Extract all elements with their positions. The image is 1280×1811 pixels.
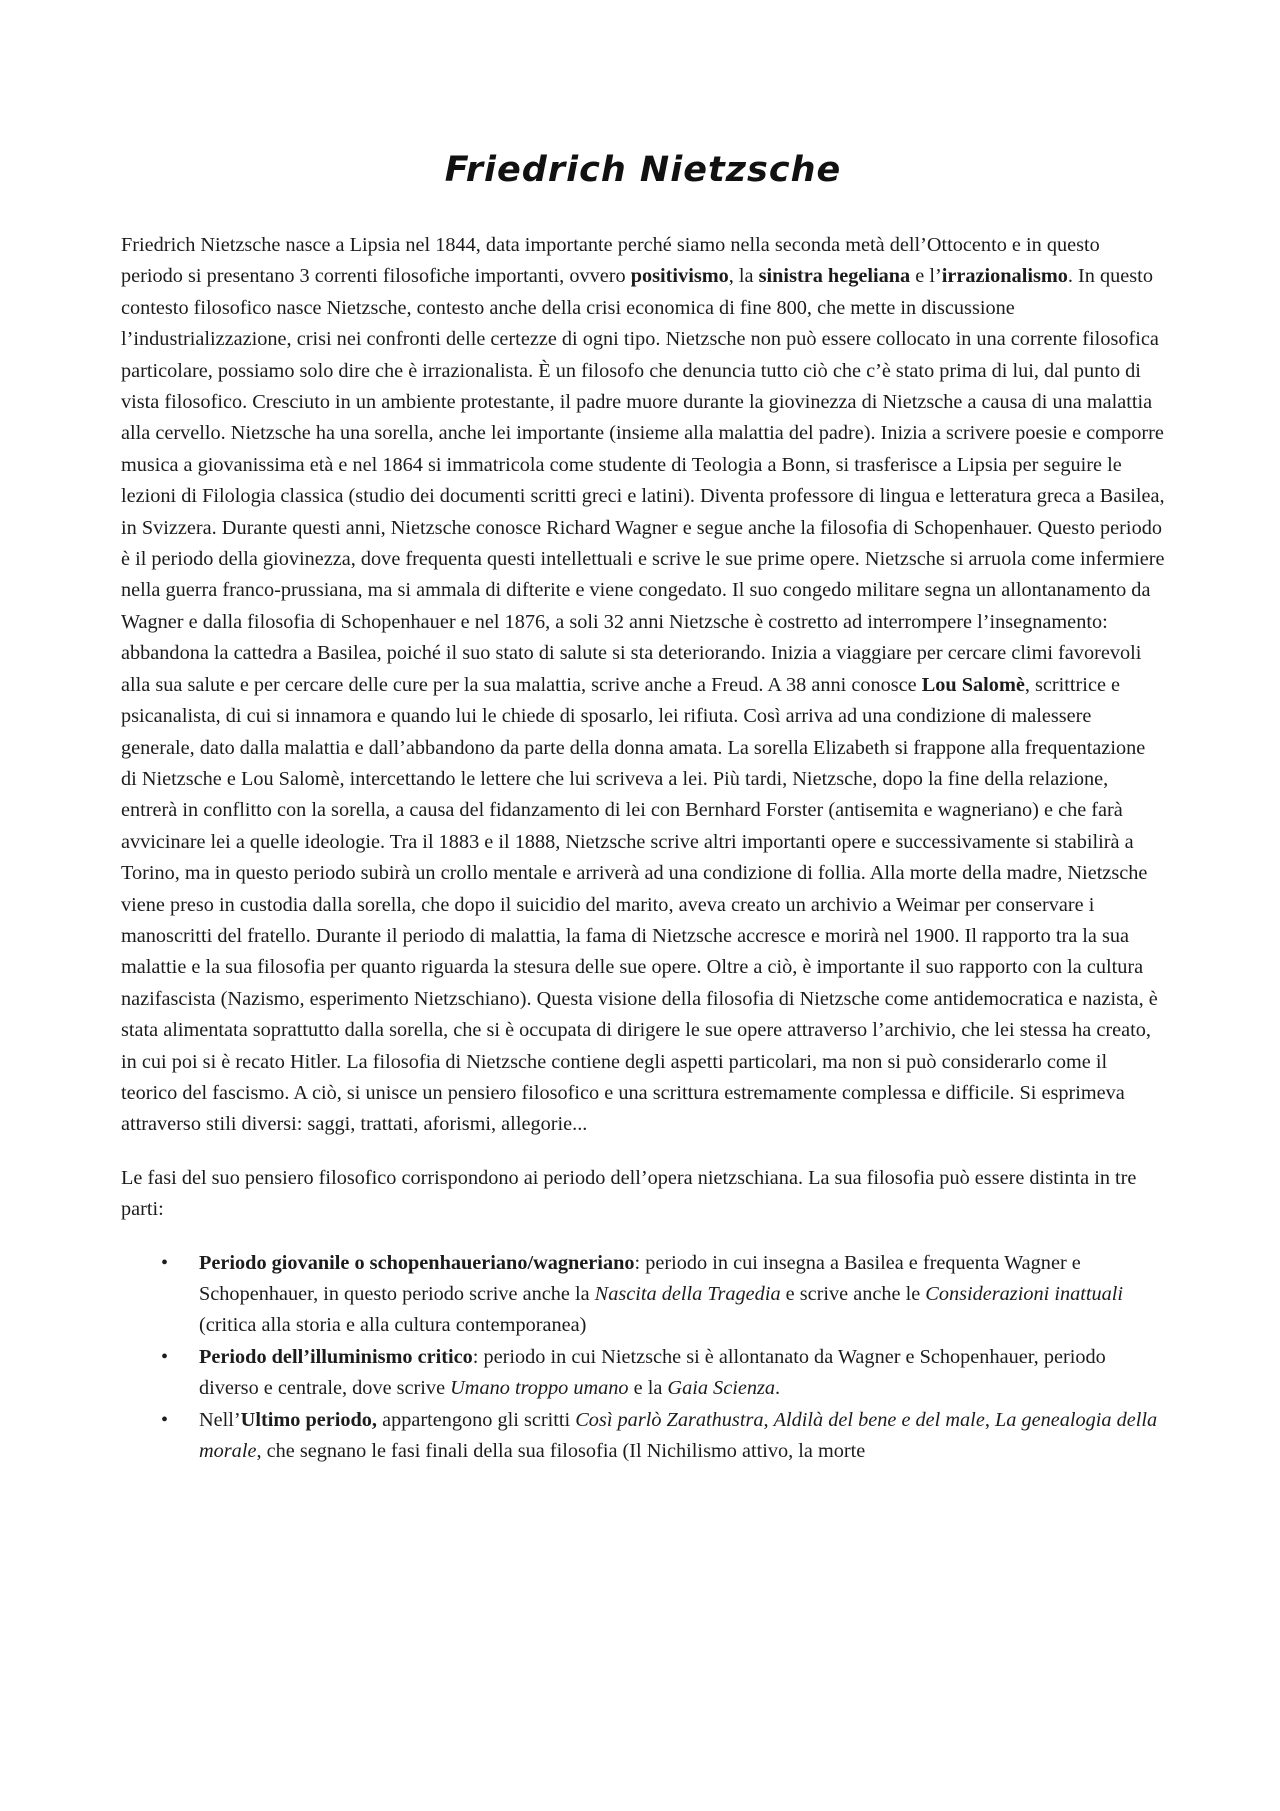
text-run: Friedrich Nietzsche nasce a Lipsia nel 1844, data importante perché siamo nella seconda metà dell’Ottocento e in questo periodo si presentano 3 correnti filosofiche importanti, ovvero bbox=[121, 234, 1100, 288]
work-title: Nascita della Tragedia bbox=[594, 1283, 781, 1305]
text-run: , la bbox=[728, 265, 759, 288]
bold-term: sinistra hegeliana bbox=[758, 265, 911, 288]
text-run: appartengono gli scritti bbox=[377, 1408, 576, 1431]
work-title: La genealogia della morale bbox=[199, 1408, 1158, 1463]
bullet-icon: • bbox=[161, 1345, 169, 1368]
text-run: , scrittrice e psicanalista, di cui si innamora e quando lui le chiede di sposarlo, lei rifiuta. Così arriva ad una condizione di malessere generale, dato dalla malattia e dall’abbandono da parte della donna amata. La sorella Elizabeth si frappone alla frequentazione di Nietzsche e Lou Salomè, intercettando le lettere che lui scriveva a lei. Più tardi, Nietzsche, dopo la fine della relazione, entrerà in conflitto con la sorella, a causa del fidanzamento di lei con Bernhard Forster (antisemita e wagneriano) e che farà avvicinare lei a quelle ideologie. Tra il 1883 e il 1888, Nietzsche scrive altri importanti opere e successivamente si stabilirà a Torino, ma in questo periodo subirà un crollo mentale e arriverà ad una condizione di follia. Alla morte della madre, Nietzsche viene preso in custodia dalla sorella, che dopo il suicidio del marito, aveva creato un archivio a Weimar per conservare i manoscritti del fratello. Durante il periodo di malattia, la fama di Nietzsche accresce e morirà nel 1900. Il rapporto tra la sua malattie e la sua filosofia per quanto riguarda la stesura delle sue opere. Oltre a ciò, è importante il suo rapporto con la cultura nazifascista (Nazismo, esperimento Nietzschiano). Questa visione della filosofia di Nietzsche come antidemocratica e nazista, è stata alimentata soprattutto dalla sorella, che si è occupata di dirigere le sue opere attraverso l’archivio, che lei stessa ha creato, in cui poi si è recato Hitler. La filosofia di Nietzsche contiene degli aspetti particolari, ma non si può considerarlo come il teorico del fascismo. A ciò, si unisce un pensiero filosofico e una scrittura estremamente complessa e difficile. Si esprimeva attraverso stili diversi: saggi, trattati, aforismi, allegorie... bbox=[121, 673, 1158, 1136]
text-run: . In questo contesto filosofico nasce Nietzsche, contesto anche della crisi economica di fine 800, che mette in discussione l’industrializzazione, crisi nei confronti delle certezze di ogni tipo. Nietzsche non può essere collocato in una corrente filosofica particolare, possiamo solo dire che è irrazionalista. È un filosofo che denuncia tutto ciò che c’è stato prima di lui, dal punto di vista filosofico. Cresciuto in un ambiente protestante, il padre muore durante la giovinezza di Nietzsche a causa di una malattia alla cervello. Nietzsche ha una sorella, anche lei importante (insieme alla malattia del padre). Inizia a scrivere poesie e comporre musica a giovanissima età e nel 1864 si immatricola come studente di Teologia a Bonn, si trasferisce a Lipsia per seguire le lezioni di Filologia classica (studio dei documenti scritti greci e latini). Diventa professore di lingua e letteratura greca a Basilea, in Svizzera. Durante questi anni, Nietzsche conosce Richard Wagner e segue anche la filosofia di Schopenhauer. Questo periodo è il periodo della giovinezza, dove frequenta questi intellettuali e scrive le sue prime opere. Nietzsche si arruola come infermiere nella guerra franco-prussiana, ma si ammala di difterite e viene congedato. Il suo congedo militare segna un allontanamento da Wagner e dalla filosofia di Schopenhauer e nel 1876, a soli 32 anni Nietzsche è costretto ad interrompere l’insegnamento: abbandona la cattedra a Basilea, poiché il suo stato di salute si sta deteriorando. Inizia a viaggiare per cercare climi favorevoli alla sua salute e per cercare delle cure per la sua malattia, scrive anche a Freud. A 38 anni conosce bbox=[121, 265, 1165, 696]
text-run: , bbox=[984, 1408, 995, 1431]
text-run: (critica alla storia e alla cultura contemporanea) bbox=[199, 1314, 587, 1337]
text-run: e scrive anche le bbox=[780, 1283, 926, 1305]
text-run: Nell’ bbox=[199, 1408, 241, 1431]
bold-term: Periodo dell’illuminismo critico bbox=[199, 1345, 473, 1368]
bold-term: Lou Salomè bbox=[921, 673, 1025, 696]
bold-term: positivismo bbox=[630, 265, 729, 288]
work-title: Così parlò Zarathustra bbox=[575, 1408, 764, 1431]
text-run: e la bbox=[628, 1377, 668, 1400]
bullet-icon: • bbox=[161, 1408, 169, 1431]
bold-term: irrazionalismo bbox=[941, 265, 1068, 288]
phases-list bbox=[121, 1248, 1165, 1468]
phase-item bbox=[121, 1248, 1165, 1342]
text-run: , bbox=[763, 1408, 774, 1431]
phase-item bbox=[121, 1342, 1165, 1405]
bold-term: Ultimo periodo, bbox=[240, 1408, 377, 1431]
phases-intro-paragraph bbox=[121, 1163, 1165, 1226]
bullet-icon: • bbox=[161, 1251, 169, 1274]
work-title: Aldilà del bene e del male bbox=[773, 1408, 985, 1431]
page-title: Friedrich Nietzsche bbox=[444, 150, 842, 190]
work-title: Umano troppo umano bbox=[450, 1377, 629, 1400]
bold-term: Periodo giovanile o schopenhaueriano/wagneriano bbox=[199, 1251, 635, 1274]
text-run: e l’ bbox=[910, 265, 942, 288]
text-run: Le fasi del suo pensiero filosofico corrispondono ai periodo dell’opera nietzschiana. La sua filosofia può essere distinta in tre parti: bbox=[121, 1166, 1137, 1221]
text-run: : periodo in cui insegna a Basilea e frequenta Wagner e Schopenhauer, in questo periodo scrive anche la bbox=[199, 1251, 1081, 1305]
work-title: Considerazioni inattuali bbox=[925, 1283, 1124, 1305]
text-run: : periodo in cui Nietzsche si è allontanato da Wagner e Schopenhauer, periodo diverso e centrale, dove scrive bbox=[199, 1345, 1106, 1400]
phase-item bbox=[121, 1405, 1165, 1468]
text-run: , che segnano le fasi finali della sua filosofia (Il Nichilismo attivo, la morte bbox=[256, 1440, 866, 1463]
biography-paragraph bbox=[121, 230, 1165, 1141]
text-run: . bbox=[775, 1377, 781, 1400]
work-title: Gaia Scienza bbox=[667, 1377, 776, 1400]
